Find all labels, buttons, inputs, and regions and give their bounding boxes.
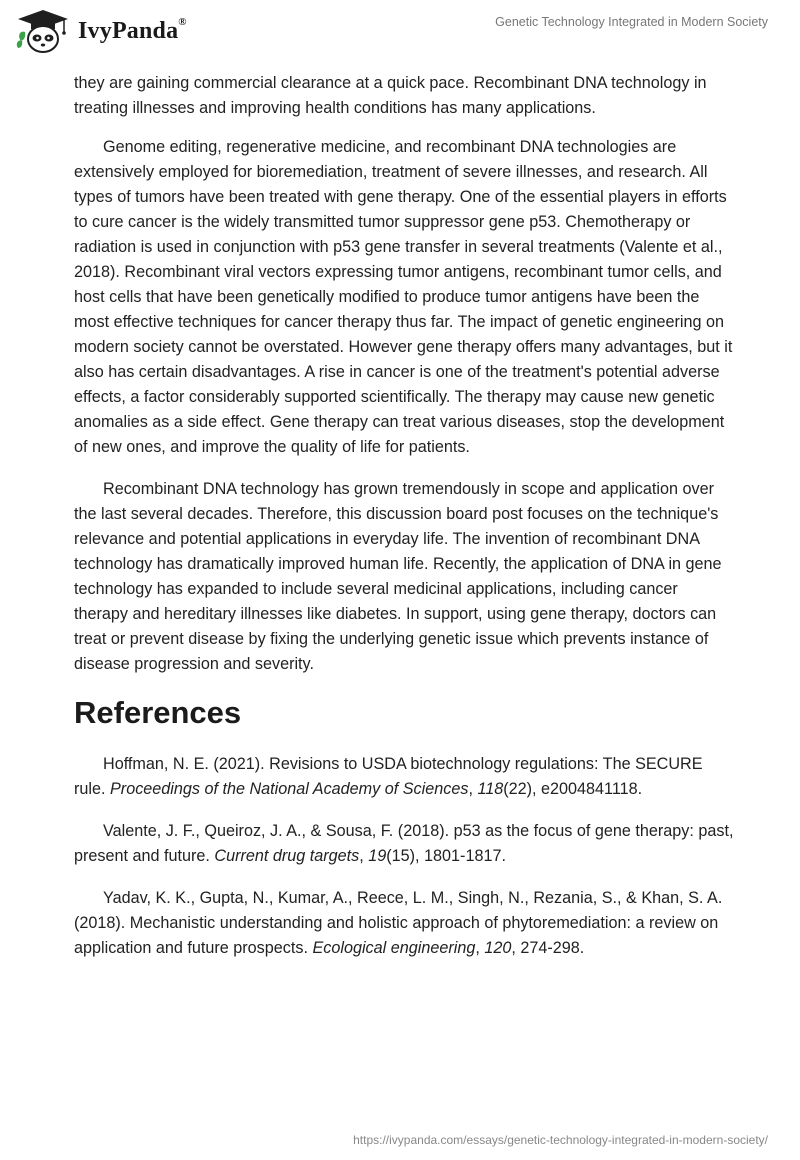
reference-item: Valente, J. F., Queiroz, J. A., & Sousa, F. (2018). p53 as the focus of gene therapy: past, present and future. Current drug targets, 19(15), 1801-1817. [74, 822, 734, 865]
references-heading: References [74, 695, 242, 730]
brand-name: IvyPanda® [78, 15, 187, 44]
source-url[interactable]: https://ivypanda.com/essays/genetic-technology-integrated-in-modern-society/ [353, 1133, 768, 1147]
reference-item: Hoffman, N. E. (2021). Revisions to USDA biotechnology regulations: The SECURE rule. Proceedings of the National Academy of Sciences, 118(22), e2004841118. [74, 755, 703, 798]
paragraph-conclusion: Recombinant DNA technology has grown tremendously in scope and application over the last several decades. Therefore, this discussion board post focuses on the technique's relevance and potential applications in everyday life. The invention of recombinant DNA technology has dramatically improved human life. Recently, the application of DNA in gene technology has expanded to include several medicinal applications, including cancer therapy and hereditary illnesses like diabetes. In support, using gene therapy, doctors can treat or prevent disease by fixing the underlying genetic issue which prevents instance of disease progression and severity. [74, 480, 722, 673]
paragraph-gene-therapy: Genome editing, regenerative medicine, and recombinant DNA technologies are extensively employed for bioremediation, treatment of severe illnesses, and research. All types of tumors have been treated with gene therapy. One of the essential players in efforts to cure cancer is the widely transmitted tumor suppressor gene p53. Chemotherapy or radiation is used in conjunction with p53 gene transfer in several treatments (Valente et al., 2018). Recombinant viral vectors expressing tumor antigens, recombinant tumor cells, and host cells that have been genetically modified to produce tumor antigens have been the most effective techniques for cancer therapy thus far. The impact of genetic engineering on modern society cannot be overstated. However gene therapy offers many advantages, but it also has certain disadvantages. A rise in cancer is one of the treatment's potential adverse effects, a factor considerably supported scientifically. The therapy may cause new genetic anomalies as a side effect. Gene therapy can treat various diseases, stop the development of new ones, and improve the quality of life for patients. [74, 138, 733, 456]
document-title: Genetic Technology Integrated in Modern Society [495, 15, 768, 29]
ivypanda-logo[interactable] [14, 8, 187, 54]
panda-icon [14, 8, 72, 54]
reference-item: Yadav, K. K., Gupta, N., Kumar, A., Reece, L. M., Singh, N., Rezania, S., & Khan, S. A. (2018). Mechanistic understanding and holistic approach of phytoremediation: a review on application and future prospects. Ecological engineering, 120, 274-298. [74, 889, 723, 957]
essay-content [74, 71, 734, 978]
paragraph-continuation: they are gaining commercial clearance at a quick pace. Recombinant DNA technology in treating illnesses and improving health conditions has many applications. [74, 74, 707, 117]
registered-mark: ® [178, 15, 187, 28]
page-header [0, 0, 800, 64]
